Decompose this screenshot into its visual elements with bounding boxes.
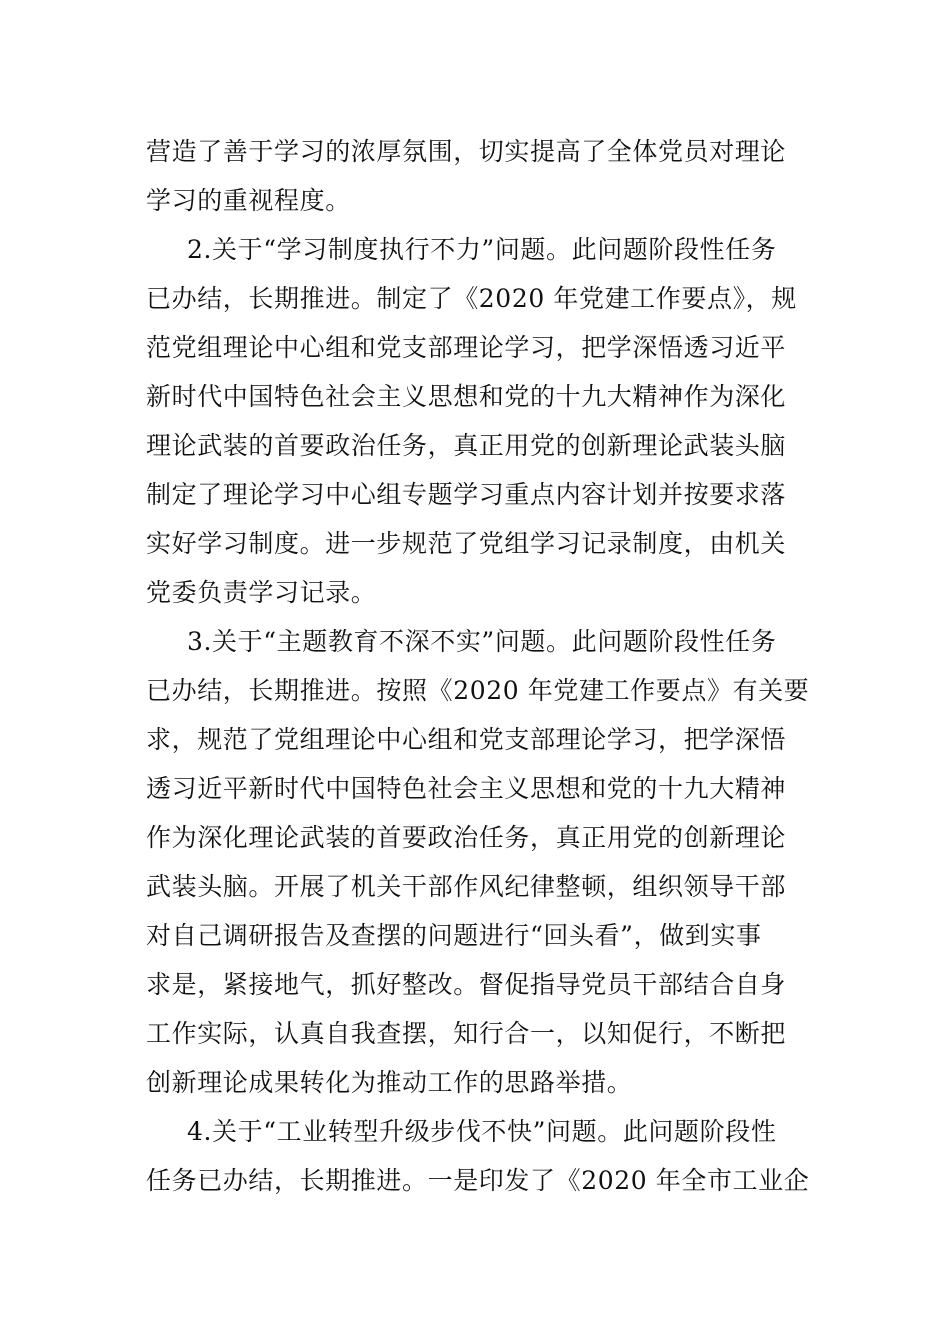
text-line: 党委负责学习记录。 (146, 578, 377, 607)
text-line: 透习近平新时代中国特色社会主义思想和党的十九大精神 (146, 774, 787, 803)
text-line: 制定了理论学习中心组专题学习重点内容计划并按要求落 (146, 480, 787, 509)
text-line: 创新理论成果转化为推动工作的思路举措。 (146, 1068, 633, 1097)
text-line: 范党组理论中心组和党支部理论学习，把学深悟透习近平 (146, 333, 787, 362)
text-line: 已办结，长期推进。制定了《2020 年党建工作要点》，规 (146, 284, 797, 313)
text-line: 武装头脑。开展了机关干部作风纪律整顿，组织领导干部 (146, 872, 787, 901)
text-line: 求是，紧接地气，抓好整改。督促指导党员干部结合自身 (146, 970, 787, 999)
text-line: 对自己调研报告及查摆的问题进行“回头看”，做到实事 (146, 921, 762, 950)
paragraph-heading-4: 4.关于“工业转型升级步伐不快”问题。此问题阶段性 (187, 1117, 777, 1146)
text-line: 营造了善于学习的浓厚氛围，切实提高了全体党员对理论 (146, 137, 787, 166)
text-line: 已办结，长期推进。按照《2020 年党建工作要点》有关要 (146, 676, 810, 705)
text-line: 工作实际，认真自我查摆，知行合一，以知促行，不断把 (146, 1019, 787, 1048)
paragraph-heading-2: 2.关于“学习制度执行不力”问题。此问题阶段性任务 (187, 235, 777, 264)
text-line: 任务已办结，长期推进。一是印发了《2020 年全市工业企 (146, 1166, 810, 1195)
text-line: 求，规范了党组理论中心组和党支部理论学习，把学深悟 (146, 725, 787, 754)
text-line: 学习的重视程度。 (146, 186, 351, 215)
text-line: 实好学习制度。进一步规范了党组学习记录制度，由机关 (146, 529, 787, 558)
text-line: 理论武装的首要政治任务，真正用党的创新理论武装头脑 (146, 431, 787, 460)
text-line: 新时代中国特色社会主义思想和党的十九大精神作为深化 (146, 382, 787, 411)
paragraph-heading-3: 3.关于“主题教育不深不实”问题。此问题阶段性任务 (187, 627, 777, 656)
text-line: 作为深化理论武装的首要政治任务，真正用党的创新理论 (146, 823, 787, 852)
